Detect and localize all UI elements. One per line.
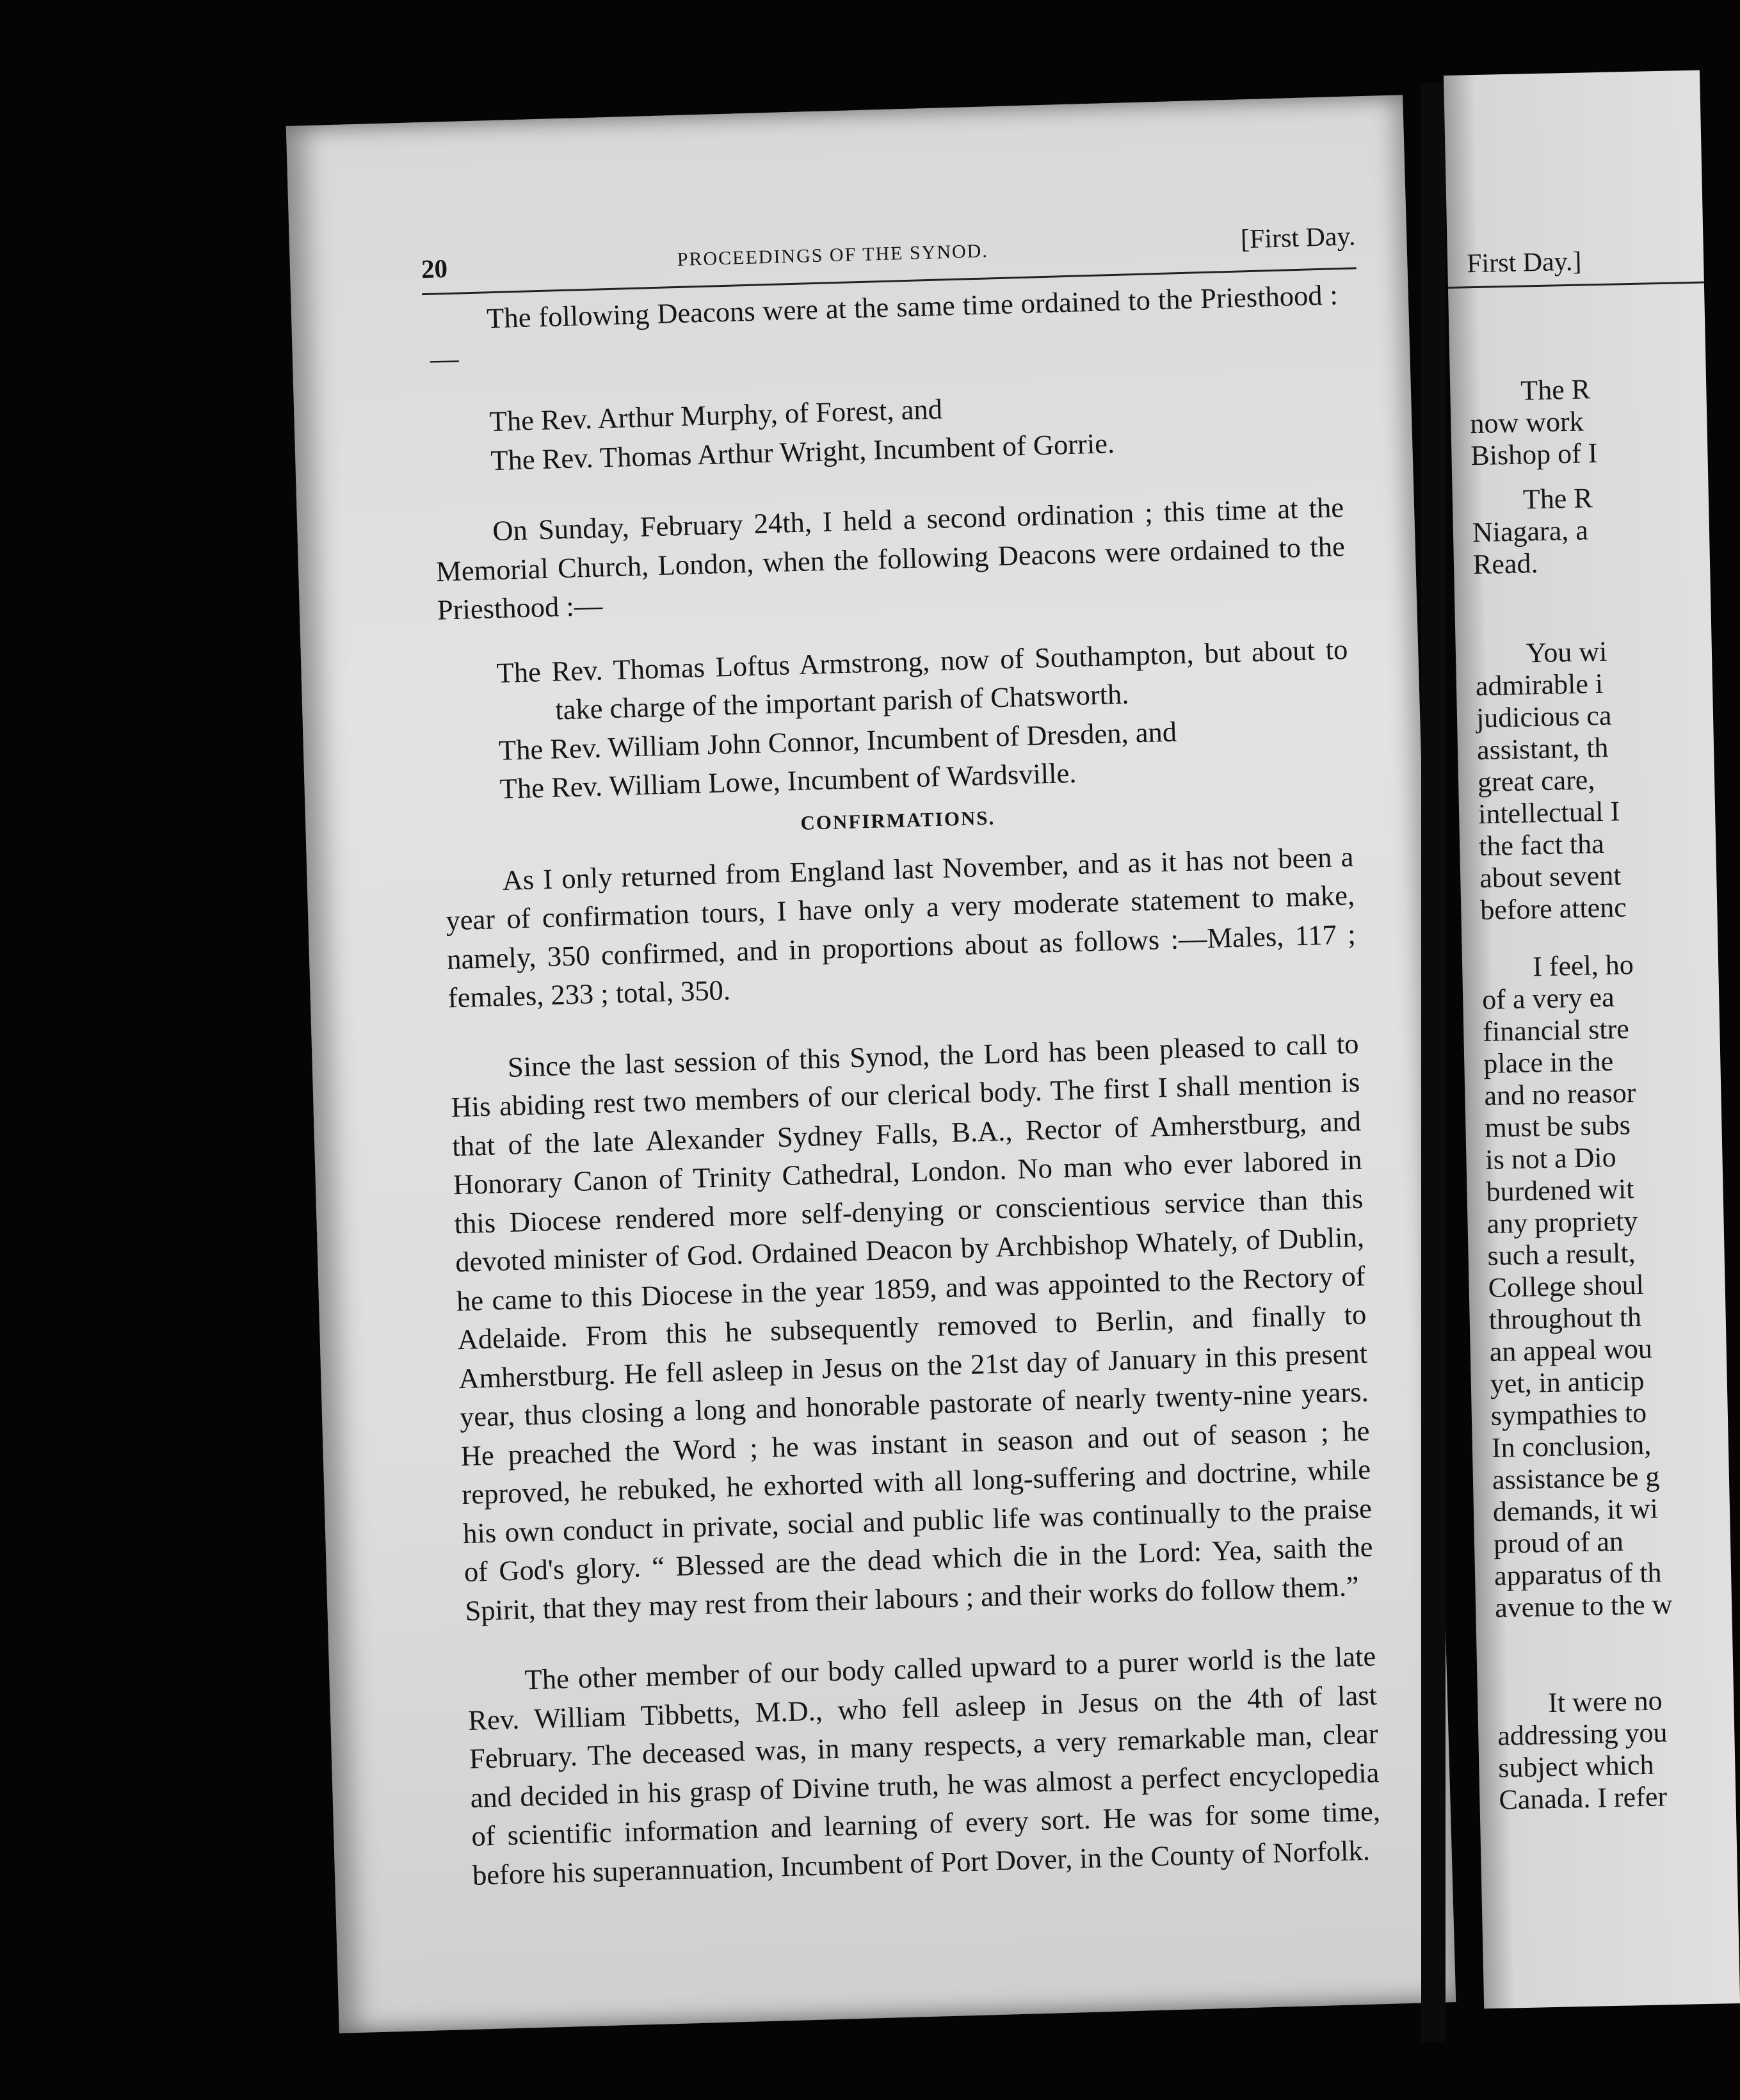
paragraph-confirmations: As I only returned from England last November, and as it has not been a year of confirmation tours, I have only a very moderate statement to make, namely, 350 confirmed, and in proportions about as follows :—Males, 117 ; females, 233 ; total, 350. [445, 840, 1357, 1014]
running-title: PROCEEDINGS OF THE SYNOD. [677, 240, 989, 270]
right-page-line: such a result, [1487, 1237, 1636, 1272]
right-page-line: subject which [1497, 1749, 1655, 1784]
section-heading: CONFIRMATIONS. [800, 805, 995, 834]
right-header-rule [1448, 282, 1704, 289]
right-page-line: addressing you [1497, 1716, 1668, 1752]
right-page-line: must be subs [1484, 1109, 1631, 1144]
right-page-line: about sevent [1479, 859, 1622, 894]
paragraph-deacons: The following Deacons were at the same time ordained to the Priesthood :— [430, 279, 1339, 375]
right-page-line: assistance be g [1492, 1460, 1660, 1496]
right-page-line: You wi [1526, 635, 1607, 669]
right-page-line: place in the [1483, 1045, 1614, 1080]
book-gutter [1421, 83, 1446, 2042]
list-item: The Rev. William John Connor, Incumbent of Dresden, and [498, 715, 1177, 766]
right-page-line: yet, in anticip [1490, 1364, 1645, 1400]
paragraph-tibbetts: The other member of our body called upward to a purer world is the late Rev. William Tibbetts, M.D., who fell asleep in Jesus on the 4th of last February. The deceased was, in many respects, a very remarkable man, clear and decided in his grasp of Divine truth, he was almost a perfect encyclopedia of scientific information and learning of every sort. He was for some time, before his superannuation, Incumbent of Port Dover, in the County of Norfolk. [467, 1640, 1381, 1891]
right-page-line: demands, it wi [1492, 1492, 1659, 1528]
right-page-line: admirable i [1475, 667, 1604, 702]
right-page-line: avenue to the w [1494, 1588, 1673, 1624]
ordination-list-2 [439, 629, 1351, 810]
paragraph-falls: Since the last session of this Synod, the Lord has been pleased to call to His abiding rest two members of our clerical body. The first I shall mention is that of the late Alexander Sydney Falls, B.A., Rector of Amherstburg, and Honorary Canon of Trinity Cathedral, London. No man who ever labored in this Diocese rendered more self-denying or conscientious service than this devoted minister of God. Ordained Deacon by Archbishop Whately, of Dublin, he came to this Diocese in the year 1859, and was appointed to the Rectory of Adelaide. From this he subsequently removed to Berlin, and finally to Amherstburg. He fell asleep in Jesus on the 21st day of January in this present year, thus closing a long and honorable pastorate of nearly twenty-nine years. He preached the Word ; he was instant in season and out of season ; he reproved, he rebuked, he exhorted with all long-suffering and doctrine, while his own conduct in private, social and public life was continually to the praise of God's glory. “ Blessed are the dead which die in the Lord: Yea, saith the Spirit, that they may rest from their labours ; and their works do follow them.” [450, 1027, 1374, 1627]
right-running-head: First Day.] [1466, 246, 1582, 279]
page-number: 20 [421, 253, 448, 284]
right-page-line: is not a Dio [1485, 1141, 1617, 1175]
left-page-content [421, 222, 1382, 1894]
right-page-line: assistant, th [1476, 731, 1609, 766]
right-page-line: Niagara, a [1472, 514, 1589, 549]
right-page-line: now work [1469, 405, 1584, 440]
right-page-line: an appeal wou [1489, 1332, 1653, 1368]
right-page-line: The R [1522, 482, 1593, 515]
right-page-line: Bishop of I [1470, 437, 1598, 472]
right-page-line: sympathies to [1490, 1396, 1647, 1432]
list-item: The Rev. William Lowe, Incumbent of Wardsville. [499, 756, 1077, 805]
paragraph-second-ordination: On Sunday, February 24th, I held a second ordination ; this time at the Memorial Church, London, when the following Deacons were ordained to the Priesthood :— [435, 491, 1346, 626]
right-page-line: burdened wit [1486, 1173, 1634, 1208]
right-page-line: great care, [1477, 764, 1595, 798]
right-page-line: judicious ca [1476, 699, 1612, 734]
right-page-line: apparatus of th [1494, 1556, 1663, 1592]
list-item: The Rev. Thomas Arthur Wright, Incumbent of Gorrie. [490, 426, 1115, 476]
right-page-line: proud of an [1493, 1525, 1624, 1560]
right-page-line: of a very ea [1481, 981, 1615, 1016]
right-page-line: the fact tha [1478, 828, 1605, 862]
right-page-line: I feel, ho [1532, 949, 1634, 983]
list-item: The Rev. Thomas Loftus Armstrong, now of Southampton, but about to take charge of the important parish of Chatsworth. [496, 633, 1348, 726]
right-page-line: In conclusion, [1491, 1428, 1652, 1464]
right-page [1444, 70, 1740, 2009]
right-page-line: throughout th [1488, 1300, 1642, 1336]
right-page-line: Read. [1472, 547, 1538, 581]
right-page-line: intellectual I [1478, 795, 1620, 830]
day-label: [First Day. [1240, 222, 1356, 255]
right-page-line: before attenc [1479, 891, 1627, 926]
right-page-line: The R [1520, 373, 1591, 407]
right-page-line: College shoul [1488, 1268, 1645, 1304]
right-page-line: any propriety [1486, 1205, 1638, 1240]
list-item: The Rev. Arthur Murphy, of Forest, and [489, 392, 943, 438]
right-page-line: Canada. I refer [1498, 1781, 1668, 1816]
right-page-line: financial stre [1482, 1013, 1630, 1048]
right-page-line: and no reasor [1483, 1077, 1636, 1112]
right-page-line: It were no [1547, 1684, 1663, 1719]
left-page [286, 95, 1456, 2033]
